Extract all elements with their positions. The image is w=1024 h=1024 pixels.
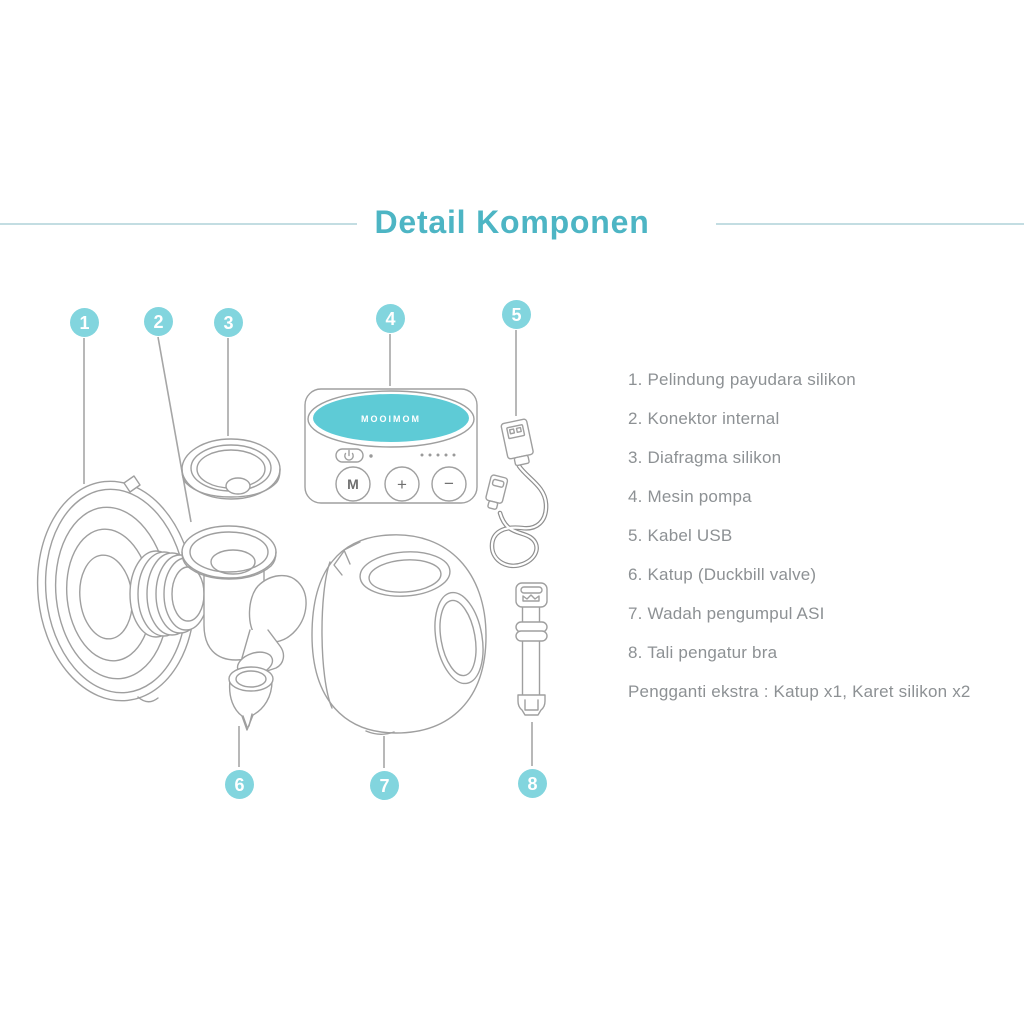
marker-3: 3 (214, 308, 243, 337)
marker-1: 1 (70, 308, 99, 337)
part-bra-strap (516, 583, 547, 715)
minus-button-label: − (444, 474, 454, 493)
part-breast-shield (27, 473, 208, 708)
marker-4: 4 (376, 304, 405, 333)
part-usb-cable (484, 419, 546, 566)
legend-item-2: 2. Konektor internal (628, 409, 780, 428)
part-diaphragm (182, 439, 280, 499)
legend-extra-note: Pengganti ekstra : Katup x1, Karet silikon x2 (628, 682, 971, 701)
marker-8: 8 (518, 769, 547, 798)
legend-item-1: 1. Pelindung payudara silikon (628, 370, 856, 389)
legend-item-5: 5. Kabel USB (628, 526, 733, 545)
marker-2: 2 (144, 307, 173, 336)
pump-brand-label: MOOIMOM (361, 414, 421, 424)
marker-6: 6 (225, 770, 254, 799)
legend-item-4: 4. Mesin pompa (628, 487, 752, 506)
part-pump-unit (305, 389, 477, 503)
marker-5: 5 (502, 300, 531, 329)
legend-item-8: 8. Tali pengatur bra (628, 643, 778, 662)
part-duckbill-valve (229, 667, 273, 730)
mode-button-label: M (347, 476, 359, 492)
component-legend (628, 360, 1024, 711)
plus-button-label: + (397, 475, 407, 494)
page-title: Detail Komponen (374, 204, 650, 240)
usb-a-connector (501, 419, 536, 467)
legend-item-6: 6. Katup (Duckbill valve) (628, 565, 817, 584)
part-milk-collector (312, 535, 490, 734)
marker-7: 7 (370, 771, 399, 800)
legend-item-3: 3. Diafragma silikon (628, 448, 782, 467)
micro-usb-connector (484, 474, 508, 510)
legend-item-7: 7. Wadah pengumpul ASI (628, 604, 825, 623)
